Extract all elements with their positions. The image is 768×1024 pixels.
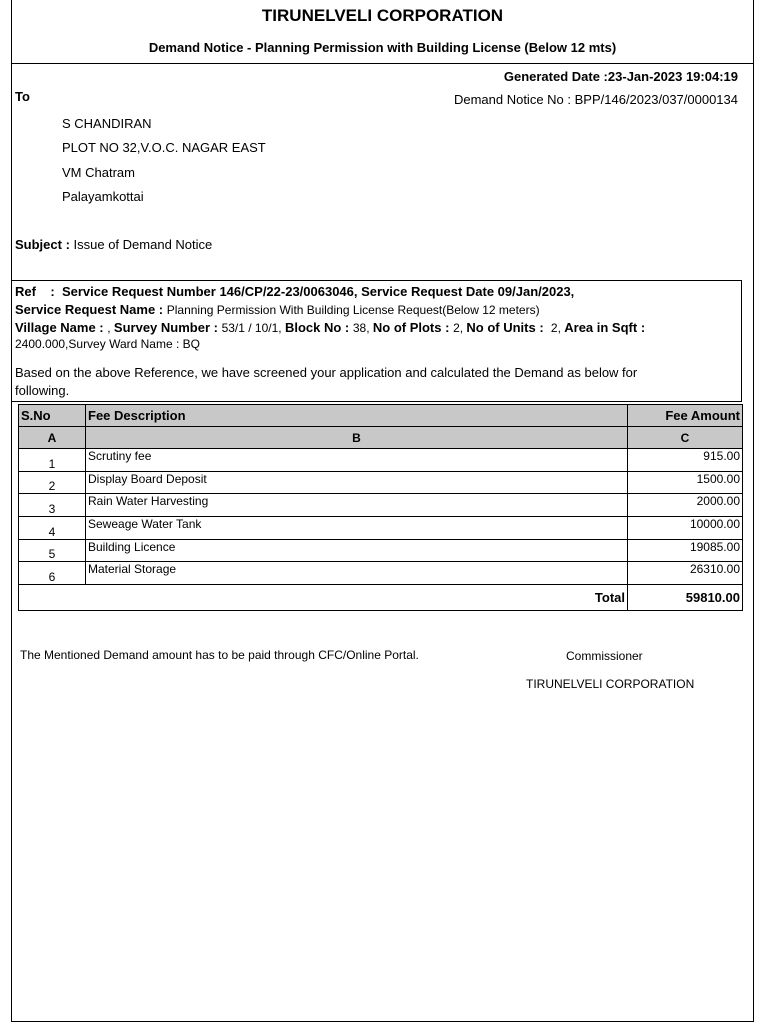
row-amount: 10000.00 — [628, 517, 743, 540]
sr-name-label: Service Request Name : — [15, 302, 167, 317]
notice-subtitle: Demand Notice - Planning Permission with Building License (Below 12 mts) — [148, 40, 617, 55]
document-header — [11, 0, 754, 64]
ref-property-details — [15, 320, 645, 335]
generated-date-value: 23-Jan-2023 19:04:19 — [607, 69, 738, 84]
survey-label: Survey Number : — [113, 320, 222, 335]
subject-line — [15, 237, 212, 252]
row-sno: 3 — [19, 494, 86, 517]
address-line-3: Palayamkottai — [62, 189, 144, 204]
table-row — [19, 562, 743, 585]
table-row — [19, 471, 743, 494]
signatory-organization: TIRUNELVELI CORPORATION — [526, 677, 695, 691]
row-sno: 5 — [19, 539, 86, 562]
subheader-c: C — [628, 427, 743, 449]
table-row — [19, 539, 743, 562]
row-sno: 6 — [19, 562, 86, 585]
block-label: Block No : — [284, 320, 353, 335]
table-row — [19, 449, 743, 472]
addressee-name: S CHANDIRAN — [62, 116, 152, 131]
village-label: Village Name : — [15, 320, 108, 335]
header-sno: S.No — [19, 405, 86, 427]
fee-table — [18, 404, 743, 611]
units-value: 2, — [550, 321, 565, 335]
row-amount: 915.00 — [628, 449, 743, 472]
table-row — [19, 517, 743, 540]
subject-label: Subject : — [15, 237, 70, 252]
block-value: 38, — [352, 321, 373, 335]
row-sno: 2 — [19, 471, 86, 494]
plots-label: No of Plots : — [372, 320, 454, 335]
row-amount: 26310.00 — [628, 562, 743, 585]
notice-number-value: BPP/146/2023/037/0000134 — [574, 92, 738, 107]
payment-note: The Mentioned Demand amount has to be paid through CFC/Online Portal. — [20, 648, 419, 662]
header-fee-amount: Fee Amount — [628, 405, 743, 427]
row-description: Rain Water Harvesting — [86, 494, 628, 517]
row-description: Building Licence — [86, 539, 628, 562]
plots-value: 2, — [453, 321, 467, 335]
row-amount: 1500.00 — [628, 471, 743, 494]
total-label: Total — [19, 585, 628, 611]
units-label: No of Units : — [466, 320, 551, 335]
demand-notice-number — [454, 92, 738, 107]
total-value: 59810.00 — [628, 585, 743, 611]
subject-value: Issue of Demand Notice — [69, 237, 213, 252]
reference-box — [11, 280, 742, 402]
row-description: Display Board Deposit — [86, 471, 628, 494]
ref-service-request-name — [15, 302, 540, 317]
ref-area-ward: 2400.000,Survey Ward Name : BQ — [15, 337, 200, 351]
fee-table-subheader — [19, 427, 743, 449]
row-sno: 1 — [19, 449, 86, 472]
generated-date-label: Generated Date : — [503, 69, 608, 84]
corporation-title: TIRUNELVELI CORPORATION — [261, 6, 504, 25]
header-fee-description: Fee Description — [86, 405, 628, 427]
address-line-2: VM Chatram — [62, 165, 135, 180]
sr-name-value: Planning Permission With Building License Request(Below 12 meters) — [166, 303, 540, 317]
survey-value: 53/1 / 10/1, — [221, 321, 285, 335]
subheader-a: A — [19, 427, 86, 449]
village-value: , — [107, 321, 114, 335]
ref-paragraph-line-1: Based on the above Reference, we have screened your application and calculated the Demand as below for — [15, 365, 638, 380]
row-description: Seweage Water Tank — [86, 517, 628, 540]
total-row — [19, 585, 743, 611]
table-row — [19, 494, 743, 517]
fee-table-header — [19, 405, 743, 427]
ref-paragraph-line-2: following. — [15, 383, 70, 398]
row-amount: 2000.00 — [628, 494, 743, 517]
generated-date — [504, 69, 738, 84]
row-sno: 4 — [19, 517, 86, 540]
ref-line-1: Ref : Service Request Number 146/CP/22-23/0063046, Service Request Date 09/Jan/2023, — [15, 284, 575, 299]
address-line-1: PLOT NO 32,V.O.C. NAGAR EAST — [62, 140, 266, 155]
signatory-title: Commissioner — [566, 649, 643, 663]
notice-number-label: Demand Notice No : — [453, 92, 575, 107]
row-description: Scrutiny fee — [86, 449, 628, 472]
row-description: Material Storage — [86, 562, 628, 585]
to-label: To — [15, 89, 30, 104]
subheader-b: B — [86, 427, 628, 449]
row-amount: 19085.00 — [628, 539, 743, 562]
area-label: Area in Sqft : — [564, 320, 646, 335]
